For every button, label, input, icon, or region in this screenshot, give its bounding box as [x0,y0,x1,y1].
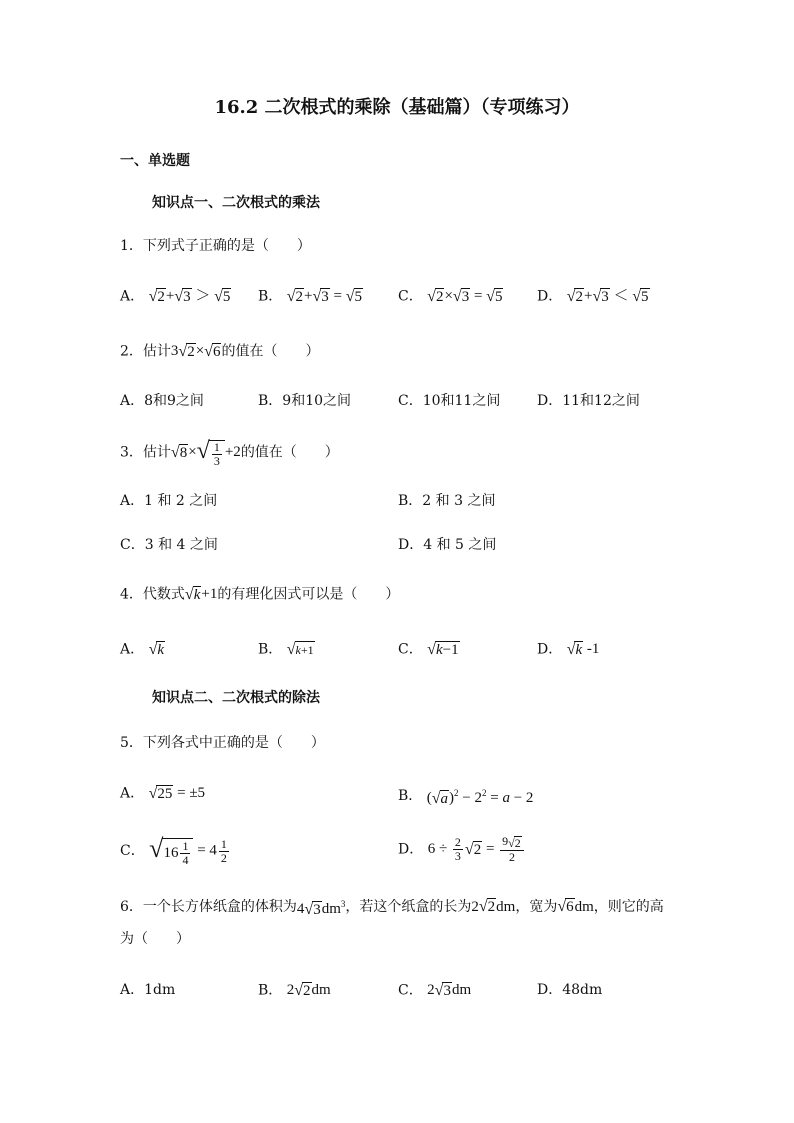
option-label: B． [258,288,283,305]
q3-option-d[interactable]: D．4 和 5 之间 [398,537,497,553]
math-expression: 2√2dm [471,898,516,916]
math-expression: √k [148,640,165,658]
q5-option-b[interactable] [398,783,533,809]
math-expression: $(√a)^2 - 2^2 = a - 2$ [426,788,534,807]
stem-text: 的有理化因式可以是（ ） [217,586,400,603]
stem-text: 的值在（ ） [221,343,320,360]
q3-option-b[interactable]: B．2 和 3 之间 [398,493,496,509]
q6-option-c[interactable] [398,980,471,1001]
option-label: C． [120,843,145,859]
q5-option-c[interactable] [120,832,231,866]
stem-text: 4．代数式 [120,586,185,603]
option-label: A． [120,288,145,305]
q4-option-b[interactable] [258,639,315,660]
question-3-stem [120,436,339,469]
section-heading: 一、单选题 [120,153,190,169]
option-label: D． [398,841,424,858]
q5-option-d[interactable] [398,832,526,866]
math-expression: √16 $\frac{1}{4}$ = 4 $\frac{1}{2}$ [149,834,227,868]
q5-option-a[interactable] [120,783,205,804]
option-label: B． [398,787,423,804]
math-expression: 2√2dm [286,981,331,999]
q1-option-a[interactable] [120,286,231,307]
math-expression: $4√3dm^3$ [296,899,346,918]
q6-option-d[interactable]: D．48dm [537,982,603,998]
option-label: D． [537,641,563,658]
q2-option-b[interactable]: B．9和10之间 [258,393,352,409]
stem-text: 6．一个长方体纸盒的体积为 [120,898,297,915]
page-title: 16.2 二次根式的乘除（基础篇）（专项练习） [214,97,580,118]
math-expression: √k−1 [427,640,459,658]
stem-text: 3．估计 [120,444,171,461]
math-expression: √k -1 [566,640,600,658]
q2-option-d[interactable]: D．11和12之间 [537,393,640,409]
question-1-stem: 1．下列式子正确的是（ ） [120,238,311,254]
math-expression: 3√2×√6 [170,342,221,360]
option-label: C． [398,288,423,305]
question-6-stem-line1 [120,894,664,920]
option-label: A． [120,785,145,802]
option-label: C． [398,982,423,999]
math-expression: √2+√3 ＜ √5 [566,287,649,305]
math-expression: √25 = ±5 [148,784,206,802]
option-label: C． [398,641,423,658]
option-label: A． [120,641,145,658]
q2-option-a[interactable]: A．8和9之间 [120,393,204,409]
q6-option-b[interactable] [258,980,331,1001]
q2-option-c[interactable]: C．10和11之间 [398,393,501,409]
knowledge-point-1: 知识点一、二次根式的乘法 [152,195,320,211]
question-6-stem-line2: 为（ ） [120,931,190,947]
stem-text: ，则它的高 [593,898,664,915]
math-expression: √k+1 [286,641,314,659]
math-expression: √2+√3 ＞ √5 [148,287,231,305]
option-label: B． [258,982,283,999]
question-2-stem [120,341,319,362]
question-5-stem: 5．下列各式中正确的是（ ） [120,735,325,751]
stem-text: 的值在（ ） [240,444,339,461]
q4-option-d[interactable] [537,639,599,660]
q1-option-c[interactable] [398,286,503,307]
stem-text: 2．估计 [120,343,171,360]
math-expression: √k+1 [184,585,218,603]
math-expression: √2+√3 = √5 [286,287,363,305]
q4-option-a[interactable] [120,639,165,660]
knowledge-point-2: 知识点二、二次根式的除法 [152,690,320,706]
question-4-stem [120,584,399,605]
math-expression: √2×√3 = √5 [427,287,503,305]
q1-option-d[interactable] [537,286,650,307]
q3-option-a[interactable]: A．1 和 2 之间 [120,493,218,509]
option-label: D． [537,288,563,305]
q6-option-a[interactable]: A．1dm [120,982,176,998]
q4-option-c[interactable] [398,639,460,660]
stem-text: ，若这个纸盒的长为 [345,898,472,915]
q1-option-b[interactable] [258,286,363,307]
math-expression: 6 ÷ $\frac{2}{3}$ √2 = $\frac{9√2}{2}$ [428,832,526,867]
math-expression: √8×√ $\frac{1}{3}$ +2 [170,438,241,469]
math-expression: √6dm [557,898,594,916]
stem-text: ，宽为 [515,898,558,915]
math-expression: 2√3dm [427,981,472,999]
q3-option-c[interactable]: C．3 和 4 之间 [120,537,218,553]
option-label: B． [258,641,283,658]
